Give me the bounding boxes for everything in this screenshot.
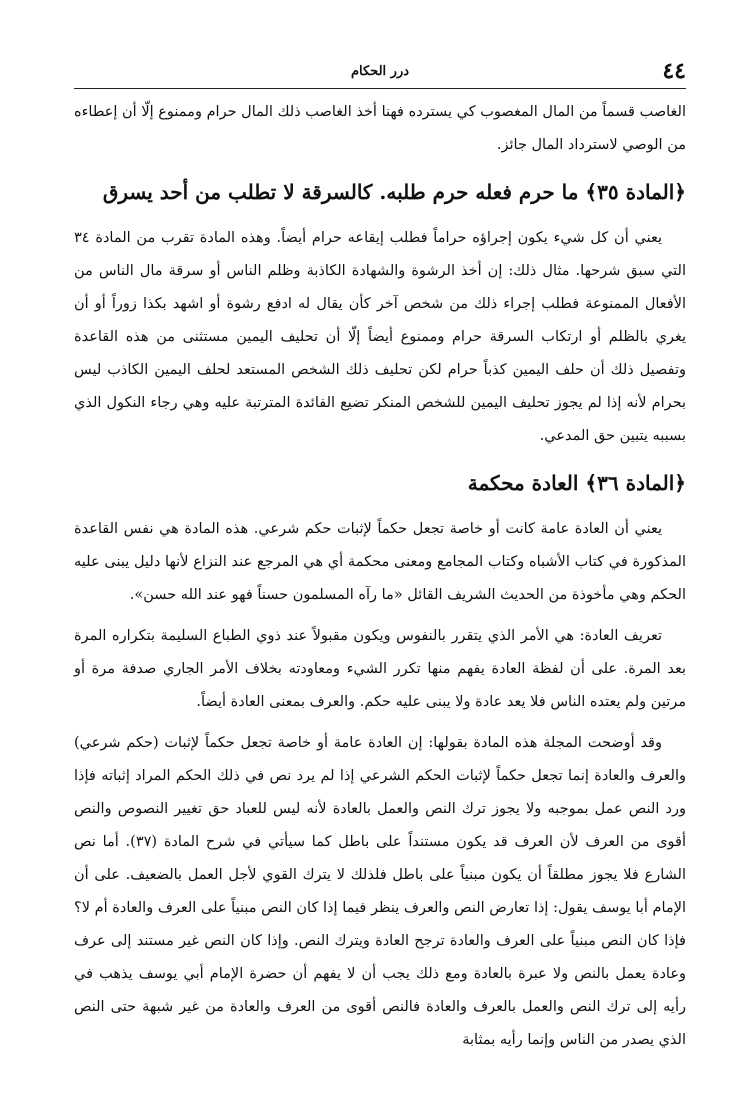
running-title: درر الحكام [350,64,410,79]
paragraph: يعني أن كل شيء يكون إجراؤه حراماً فطلب إيقاعه حرام أيضاً. وهذه المادة تقرب من المادة ٣٤ التي سبق شرحها. مثال ذلك: إن أخذ الرشوة والشهادة الكاذبة وظلم الناس أو سرقة مال الناس من الأفعال الممنوعة فطلب إجراء ذلك من شخص آخر كأن يقال له ادفع رشوة أو اشهد بكذا زوراً أو أن يغري بالظلم أو ارتكاب السرقة حرام وممنوع أيضاً إلّا أن تحليف اليمين مستثنى من هذه القاعدة وتفصيل ذلك أن حلف اليمين كذباً حرام لكن تحليف ذلك الشخص المستعد لحلف اليمين الكاذب ليس بحرام لأنه إذا لم يجوز تحليف اليمين للشخص المنكر تضيع الفائدة المترتبة عليه وهي رجاء النكول الذي بسببه يتبين حق المدعي. [74,230,686,444]
paragraph: الغاصب قسماً من المال المغصوب كي يسترده فهنا أخذ الغاصب ذلك المال حرام وممنوع إلّا أن إعطاءه من الوصي لاسترداد المال جائز. [74,104,686,153]
page-header [74,56,686,89]
article-heading-35: ﴿المادة ٣٥﴾ ما حرم فعله حرم طلبه. كالسرقة لا تطلب من أحد يسرق [102,180,686,204]
article-heading-36: ﴿المادة ٣٦﴾ العادة محكمة [467,471,686,495]
paragraph: تعريف العادة: هي الأمر الذي يتقرر بالنفوس ويكون مقبولاً عند ذوي الطباع السليمة بتكراره المرة بعد المرة. على أن لفظة العادة يفهم منها تكرر الشيء ومعاودته بخلاف الأمر الجاري صدفة مرة أو مرتين ولم يعتده الناس فلا يعد عادة ولا يبنى عليه حكم. والعرف بمعنى العادة أيضاً. [74,628,686,710]
page-number: ٤٤ [662,58,686,84]
paragraph: وقد أوضحت المجلة هذه المادة بقولها: إن العادة عامة أو خاصة تجعل حكماً لإثبات (حكم شرعي) والعرف والعادة إنما تجعل حكماً لإثبات الحكم الشرعي إذا لم يرد نص في ذلك الحكم المراد إثباته فإذا ورد النص عمل بموجبه ولا يجوز ترك النص والعمل بالعادة لأنه ليس للعباد حق تغيير النصوص والنص أقوى من العرف لأن العرف قد يكون مستنداً على باطل كما سيأتي في شرح المادة (٣٧). أما نص الشارع فلا يجوز مطلقاً أن يكون مبنياً على باطل فلذلك لا يترك القوي لأجل العمل بالضعيف. على أن الإمام أبا يوسف يقول: إذا تعارض النص والعرف ينظر فيما إذا كان النص مبنياً على العرف والعادة أم لا؟ فإذا كان النص مبنياً على العرف والعادة ترجح العادة ويترك النص. وإذا كان النص غير مستند إلى عرف وعادة يعمل بالنص ولا عبرة بالعادة ومع ذلك يجب أن لا يفهم أن حضرة الإمام أبي يوسف يذهب في رأيه إلى ترك النص والعمل بالعرف والعادة فالنص أقوى من العرف والعادة من غير شبهة حتى النص الذي يصدر من الناس وإنما رأيه بمثابة [74,735,686,1048]
page-body [74,96,686,1057]
paragraph: يعني أن العادة عامة كانت أو خاصة تجعل حكماً لإثبات حكم شرعي. هذه المادة هي نفس القاعدة المذكورة في كتاب الأشباه وكتاب المجامع ومعنى محكمة أي هي المرجع عند النزاع لأنها دليل يبنى عليه الحكم وهي مأخوذة من الحديث الشريف القائل «ما رآه المسلمون حسناً فهو عند الله حسن». [74,521,686,603]
